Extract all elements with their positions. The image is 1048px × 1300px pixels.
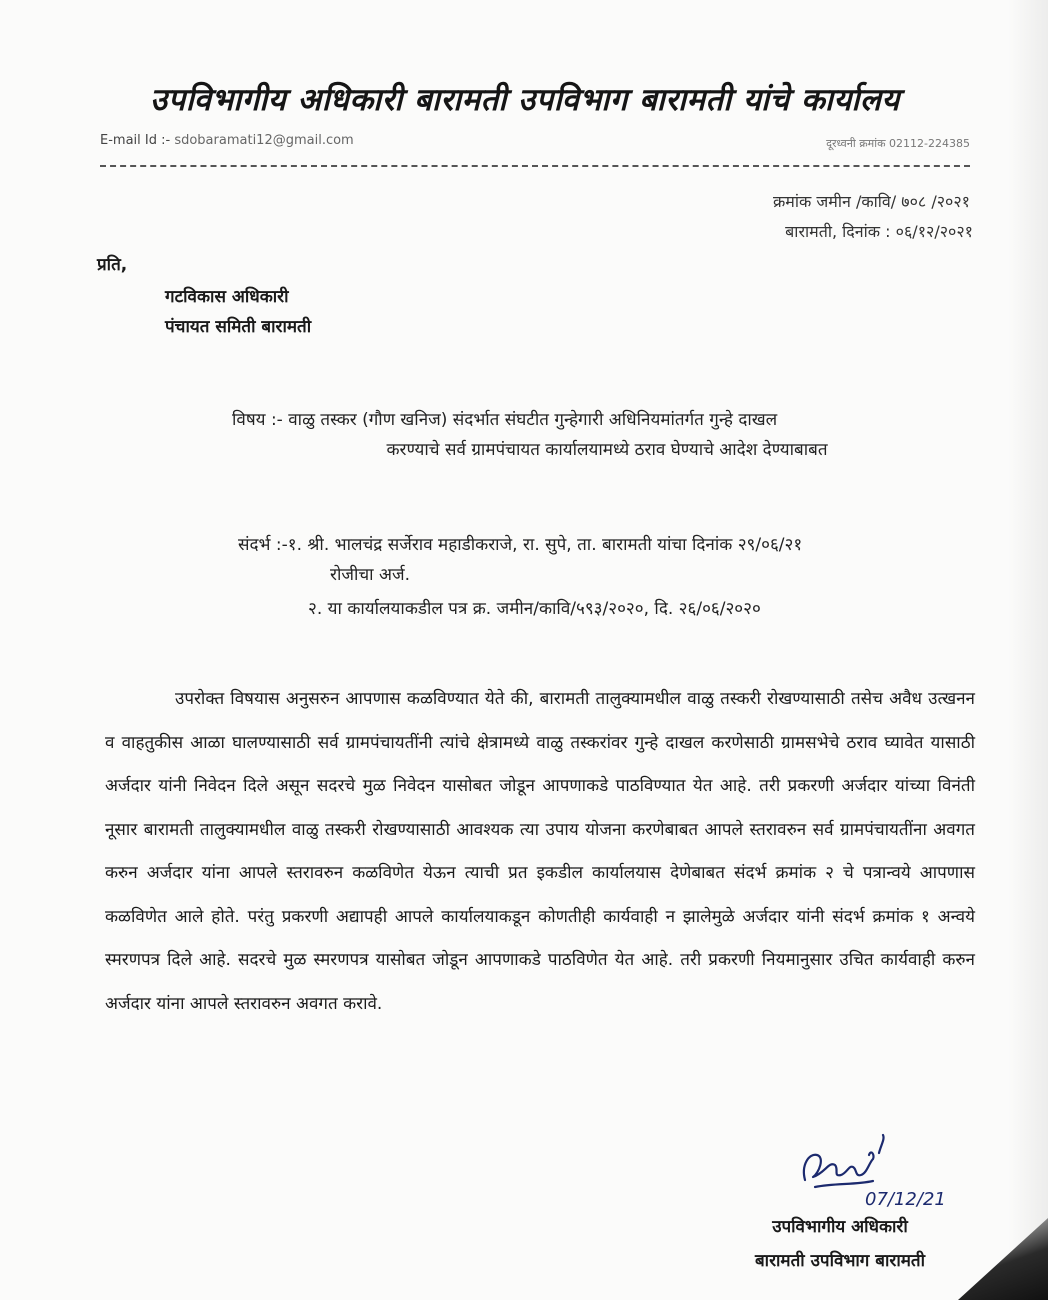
phone-number: दूरध्वनी क्रमांक 02112-224385 <box>826 137 970 150</box>
office-title: उपविभागीय अधिकारी बारामती उपविभाग बारामती यांचे कार्यालय <box>150 82 900 118</box>
page-edge-shadow <box>1008 0 1048 1300</box>
signatory-office: बारामती उपविभाग बारामती <box>754 1251 926 1271</box>
reference-1: संदर्भ :-१. श्री. भालचंद्र सर्जेराव महाडीकराजे, रा. सुपे, ता. बारामती यांचा दिनांक २९/०६/२१ <box>238 535 803 555</box>
email-line <box>100 133 354 148</box>
header-divider <box>100 165 970 167</box>
signature-date: 07/12/21 <box>865 1189 946 1210</box>
subject <box>232 405 962 465</box>
email-value: sdobaramati12@gmail.com <box>174 133 354 148</box>
addressee <box>165 282 311 342</box>
references <box>238 530 978 624</box>
email-label: E-mail Id :- <box>100 133 171 148</box>
reference-number: क्रमांक जमीन /कावि/ ७०८ /२०२१ <box>773 192 970 211</box>
to-label: प्रति, <box>97 255 128 275</box>
addressee-line-1: गटविकास अधिकारी <box>165 287 289 307</box>
subject-line-1: विषय :- वाळु तस्कर (गौण खनिज) संदर्भात संघटीत गुन्हेगारी अधिनियमांतर्गत गुन्हे दाखल <box>232 410 778 430</box>
reference-1-continued: रोजीचा अर्ज. <box>330 565 410 585</box>
handwritten-signature <box>795 1125 975 1210</box>
subject-line-2: करण्याचे सर्व ग्रामपंचायत कार्यालयामध्ये ठराव घेण्याचे आदेश देण्याबाबत <box>386 440 828 460</box>
signatory-designation: उपविभागीय अधिकारी <box>772 1217 908 1237</box>
reference-2: २. या कार्यालयाकडील पत्र क्र. जमीन/कावि/५९३/२०२०, दि. २६/०६/२०२० <box>308 599 761 619</box>
addressee-line-2: पंचायत समिती बारामती <box>165 317 312 337</box>
letter-date: बारामती, दिनांक : ०६/१२/२०२१ <box>785 222 973 241</box>
signatory-block <box>700 1210 980 1278</box>
body-paragraph: उपरोक्त विषयास अनुसरुन आपणास कळविण्यात येते की, बारामती तालुक्यामधील वाळु तस्करी रोखण्यासाठी तसेच अवैध उत्खनन व वाहतुकीस आळा घालण्यासाठी सर्व ग्रामपंचायतींनी त्यांचे क्षेत्रामध्ये वाळु तस्करांवर गुन्हे दाखल करणेसाठी ग्रामसभेचे ठराव घ्यावेत यासाठी अर्जदार यांनी निवेदन दिले असून सदरचे मुळ निवेदन यासोबत जोडून आपणाकडे पाठविण्यात येत आहे. तरी प्रकरणी अर्जदार यांच्या विनंती नूसार बारामती तालुक्यामधील वाळु तस्करी रोखण्यासाठी आवश्यक त्या उपाय योजना करणेबाबत आपले स्तरावरुन सर्व ग्रामपंचायतींना अवगत करुन अर्जदार यांना आपले स्तरावरुन कळविणेत येऊन त्याची प्रत इकडील कार्यालयास देणेबाबत संदर्भ क्रमांक २ चे पत्रान्वये आपणास कळविणेत आले होते. परंतु प्रकरणी अद्यापही आपले कार्यालयाकडून कोणतीही कार्यवाही न झालेमुळे अर्जदार यांनी संदर्भ क्रमांक १ अन्वये स्मरणपत्र दिले आहे. सदरचे मुळ स्मरणपत्र यासोबत जोडून आपणाकडे पाठविणेत येत आहे. तरी प्रकरणी नियमानुसार उचित कार्यवाही करुन अर्जदार यांना आपले स्तरावरुन अवगत करावे. <box>105 689 975 1014</box>
